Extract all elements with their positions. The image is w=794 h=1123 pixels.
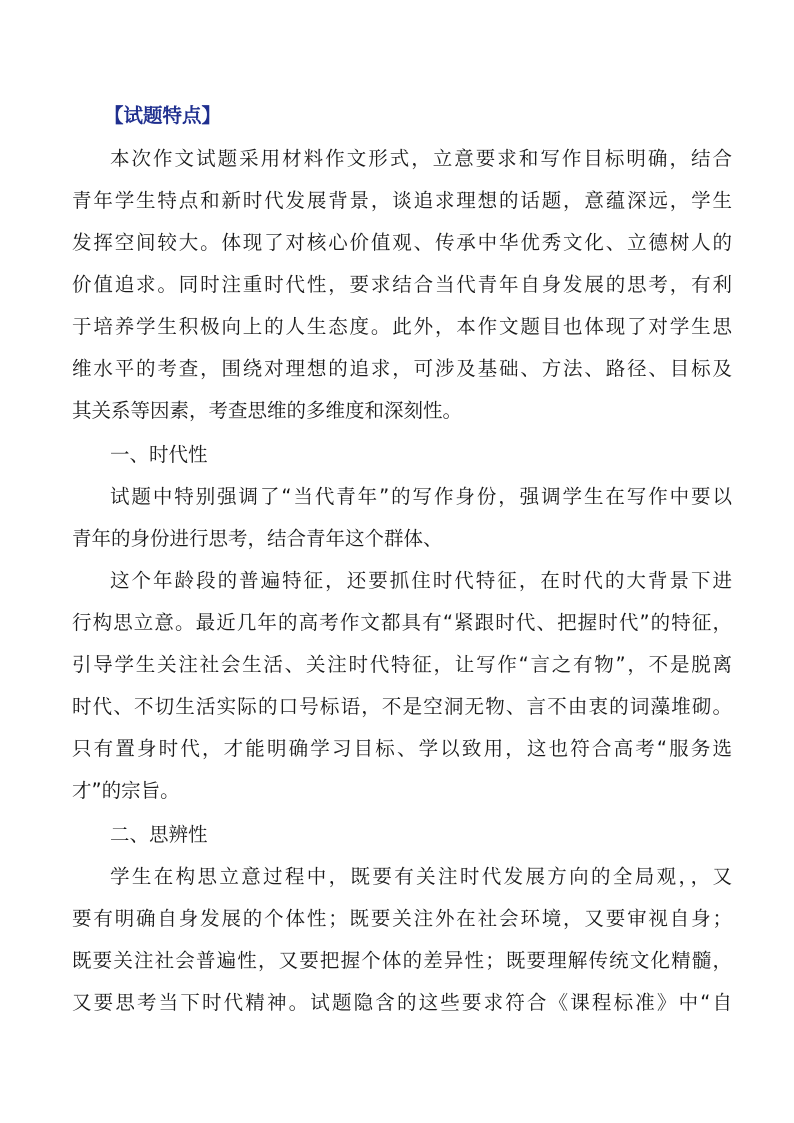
paragraph-line: 价值追求。同时注重时代性，要求结合当代青年自身发展的思考，有利 bbox=[72, 273, 732, 296]
paragraph-line: 这个年龄段的普遍特征，还要抓住时代特征，在时代的大背景下进 bbox=[110, 569, 732, 592]
paragraph-line: 本次作文试题采用材料作文形式，立意要求和写作目标明确，结合 bbox=[110, 147, 732, 170]
paragraph-line: 青年学生特点和新时代发展背景，谈追求理想的话题，意蕴深远，学生 bbox=[72, 189, 732, 212]
paragraph-line: 只有置身时代，才能明确学习目标、学以致用，这也符合高考“服务选 bbox=[72, 737, 732, 760]
paragraph-line: 学生在构思立意过程中，既要有关注时代发展方向的全局观，，又 bbox=[110, 865, 732, 888]
paragraph-line: 时代、不切生活实际的口号标语，不是空洞无物、言不由衷的词藻堆砌。 bbox=[72, 695, 732, 718]
paragraph-line: 引导学生关注社会生活、关注时代特征，让写作“言之有物”，不是脱离 bbox=[72, 653, 732, 676]
paragraph-line: 维水平的考查，围绕对理想的追求，可涉及基础、方法、路径、目标及 bbox=[72, 357, 732, 380]
subsection-heading: 二、思辨性 bbox=[110, 823, 208, 846]
paragraph-line: 行构思立意。最近几年的高考作文都具有“紧跟时代、把握时代”的特征， bbox=[72, 611, 732, 634]
paragraph-line: 于培养学生积极向上的人生态度。此外，本作文题目也体现了对学生思 bbox=[72, 315, 732, 338]
subsection-heading: 一、时代性 bbox=[110, 443, 208, 466]
paragraph-line: 才”的宗旨。 bbox=[72, 779, 180, 802]
section-heading: 【试题特点】 bbox=[104, 104, 222, 127]
paragraph-line: 要有明确自身发展的个体性；既要关注外在社会环境，又要审视自身； bbox=[72, 907, 732, 930]
paragraph-line: 又要思考当下时代精神。试题隐含的这些要求符合《课程标准》中“自 bbox=[72, 991, 732, 1014]
paragraph-line: 青年的身份进行思考，结合青年这个群体、 bbox=[72, 527, 443, 550]
paragraph-line: 发挥空间较大。体现了对核心价值观、传承中华优秀文化、立德树人的 bbox=[72, 231, 732, 254]
paragraph-line: 既要关注社会普遍性，又要把握个体的差异性；既要理解传统文化精髓， bbox=[72, 949, 732, 972]
paragraph-line: 试题中特别强调了“当代青年”的写作身份，强调学生在写作中要以 bbox=[110, 485, 732, 508]
paragraph-line: 其关系等因素，考查思维的多维度和深刻性。 bbox=[72, 399, 463, 422]
